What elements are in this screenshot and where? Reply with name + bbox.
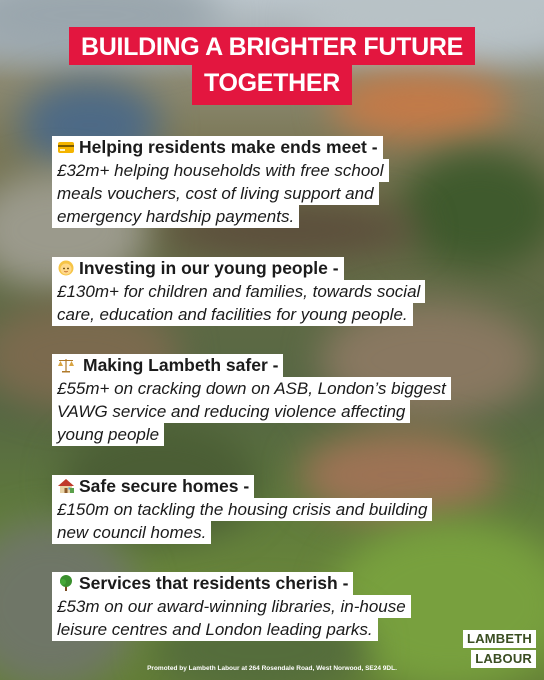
credit-card-icon bbox=[57, 138, 75, 156]
section-heading: Investing in our young people - bbox=[52, 257, 344, 280]
scales-icon bbox=[57, 356, 75, 374]
section-young-people bbox=[52, 257, 425, 326]
section-homes bbox=[52, 475, 432, 544]
lambeth-labour-logo bbox=[463, 630, 536, 668]
tree-icon bbox=[57, 574, 75, 592]
title-banner bbox=[0, 27, 544, 105]
section-safer bbox=[52, 354, 451, 446]
section-text-line: VAWG service and reducing violence affecting bbox=[52, 400, 410, 423]
section-text-line: £150m on tackling the housing crisis and building bbox=[52, 498, 432, 521]
section-heading: Making Lambeth safer - bbox=[52, 354, 283, 377]
section-heading: Helping residents make ends meet - bbox=[52, 136, 383, 159]
logo-line-1: LAMBETH bbox=[463, 630, 536, 648]
section-text-line: £53m on our award-winning libraries, in-house bbox=[52, 595, 411, 618]
section-text-line: £130m+ for children and families, towards social bbox=[52, 280, 425, 303]
section-text-line: young people bbox=[52, 423, 164, 446]
baby-icon bbox=[57, 259, 75, 277]
section-text-line: emergency hardship payments. bbox=[52, 205, 299, 228]
logo-line-2: LABOUR bbox=[471, 650, 536, 668]
title-line-1: BUILDING A BRIGHTER FUTURE bbox=[69, 27, 475, 65]
section-ends-meet bbox=[52, 136, 389, 228]
section-heading: Services that residents cherish - bbox=[52, 572, 353, 595]
section-heading: Safe secure homes - bbox=[52, 475, 254, 498]
section-text-line: new council homes. bbox=[52, 521, 211, 544]
title-line-2: TOGETHER bbox=[192, 65, 352, 105]
section-text-line: £55m+ on cracking down on ASB, London’s biggest bbox=[52, 377, 451, 400]
section-text-line: meals vouchers, cost of living support and bbox=[52, 182, 379, 205]
imprint-footer: Promoted by Lambeth Labour at 264 Rosendale Road, West Norwood, SE24 9DL. bbox=[147, 665, 397, 672]
section-text-line: £32m+ helping households with free school bbox=[52, 159, 389, 182]
section-text-line: care, education and facilities for young people. bbox=[52, 303, 413, 326]
section-text-line: leisure centres and London leading parks. bbox=[52, 618, 378, 641]
section-services bbox=[52, 572, 411, 641]
house-icon bbox=[57, 477, 75, 495]
